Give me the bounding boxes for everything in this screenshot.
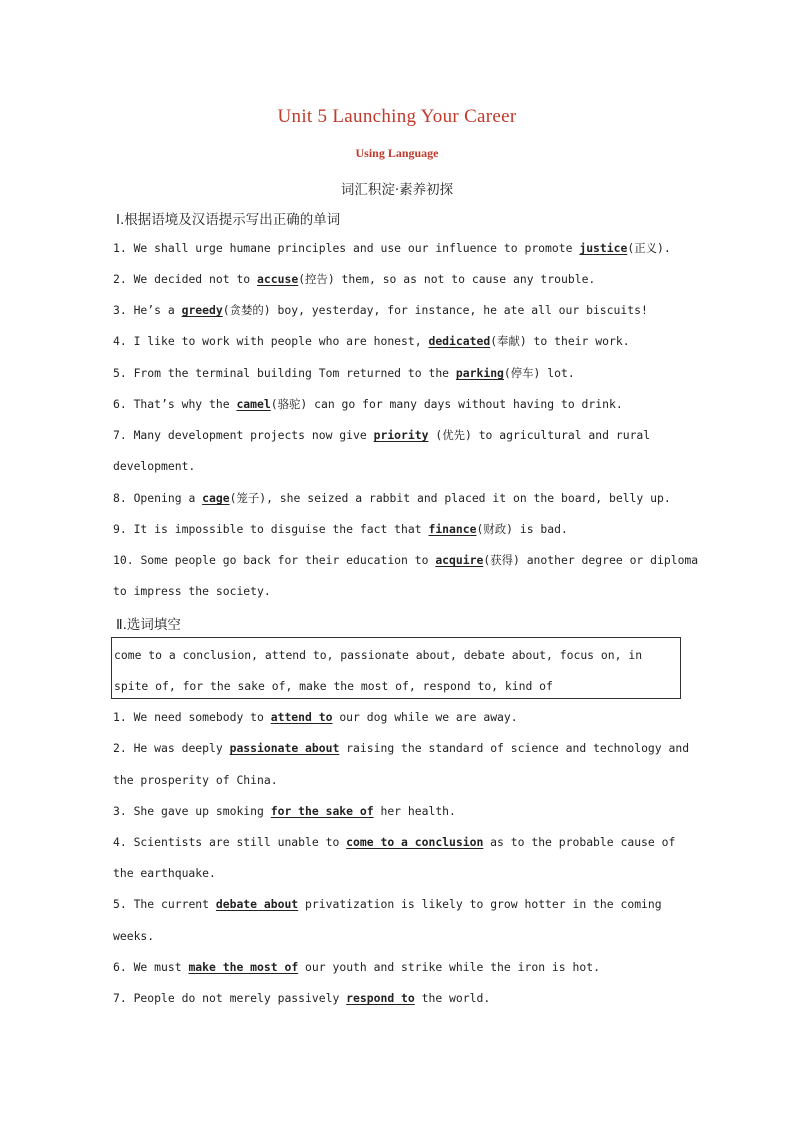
word-bank-box: [111, 637, 681, 699]
answer: parking: [455, 366, 504, 380]
answer: justice: [579, 241, 628, 255]
part1-item-10: 10. Some people go back for their education to acquire(获得) another degree or diploma: [113, 553, 699, 567]
part2-item-6: 6. We must make the most of our youth and strike while the iron is hot.: [113, 960, 600, 974]
answer: priority: [373, 428, 429, 442]
answer: cage: [202, 491, 230, 505]
part1-item-9: 9. It is impossible to disguise the fact that finance(财政) is bad.: [113, 522, 568, 536]
answer: make the most of: [188, 960, 299, 974]
part1-item-5: 5. From the terminal building Tom returned to the parking(停车) lot.: [113, 366, 575, 380]
part1-item-1: 1. We shall urge humane principles and use our influence to promote justice(正义).: [113, 241, 671, 255]
part2-item-2: 2. He was deeply passionate about raising the standard of science and technology and: [113, 741, 690, 755]
answer: finance: [428, 522, 477, 536]
answer: accuse: [257, 272, 299, 286]
section-heading: 词汇积淀·素养初探: [340, 182, 454, 198]
answer: dedicated: [428, 334, 491, 348]
part1-item-4: 4. I like to work with people who are honest, dedicated(奉献) to their work.: [113, 334, 630, 348]
part2-item-2-cont: the prosperity of China.: [113, 773, 278, 787]
part2-item-1: 1. We need somebody to attend to our dog while we are away.: [113, 710, 518, 724]
answer: greedy: [181, 303, 223, 317]
answer: acquire: [435, 553, 484, 567]
part1-item-2: 2. We decided not to accuse(控告) them, so as not to cause any trouble.: [113, 272, 596, 286]
answer: debate about: [215, 897, 299, 911]
part2-item-7: 7. People do not merely passively respond to the world.: [113, 991, 491, 1005]
answer: attend to: [270, 710, 333, 724]
part1-item-6: 6. That’s why the camel(骆驼) can go for many days without having to drink.: [113, 397, 623, 411]
answer: camel: [236, 397, 271, 411]
part2-item-3: 3. She gave up smoking for the sake of her health.: [113, 804, 456, 818]
part2-item-5: 5. The current debate about privatization is likely to grow hotter in the coming: [113, 897, 662, 911]
answer: come to a conclusion: [346, 835, 484, 849]
part1-heading: Ⅰ.根据语境及汉语提示写出正确的单词: [116, 212, 341, 228]
page-title: Unit 5 Launching Your Career: [277, 106, 517, 127]
answer: for the sake of: [270, 804, 374, 818]
part2-heading: Ⅱ.选词填空: [116, 617, 181, 633]
part2-item-4-cont: the earthquake.: [113, 866, 216, 880]
part1-item-7-cont: development.: [113, 459, 196, 473]
answer: passionate about: [229, 741, 340, 755]
part1-item-10-cont: to impress the society.: [113, 584, 271, 598]
answer: respond to: [346, 991, 415, 1005]
part2-item-5-cont: weeks.: [113, 929, 155, 943]
part1-item-7: 7. Many development projects now give priority (优先) to agricultural and rural: [113, 428, 651, 442]
word-bank-line-1: come to a conclusion, attend to, passionate about, debate about, focus on, in: [114, 648, 643, 662]
part1-item-8: 8. Opening a cage(笼子), she seized a rabbit and placed it on the board, belly up.: [113, 491, 671, 505]
word-bank-line-2: spite of, for the sake of, make the most of, respond to, kind of: [114, 679, 553, 693]
part1-item-3: 3. He’s a greedy(贪婪的) boy, yesterday, for instance, he ate all our biscuits!: [113, 303, 648, 317]
page-subtitle: Using Language: [355, 146, 439, 160]
part2-item-4: 4. Scientists are still unable to come to a conclusion as to the probable cause of: [113, 835, 676, 849]
